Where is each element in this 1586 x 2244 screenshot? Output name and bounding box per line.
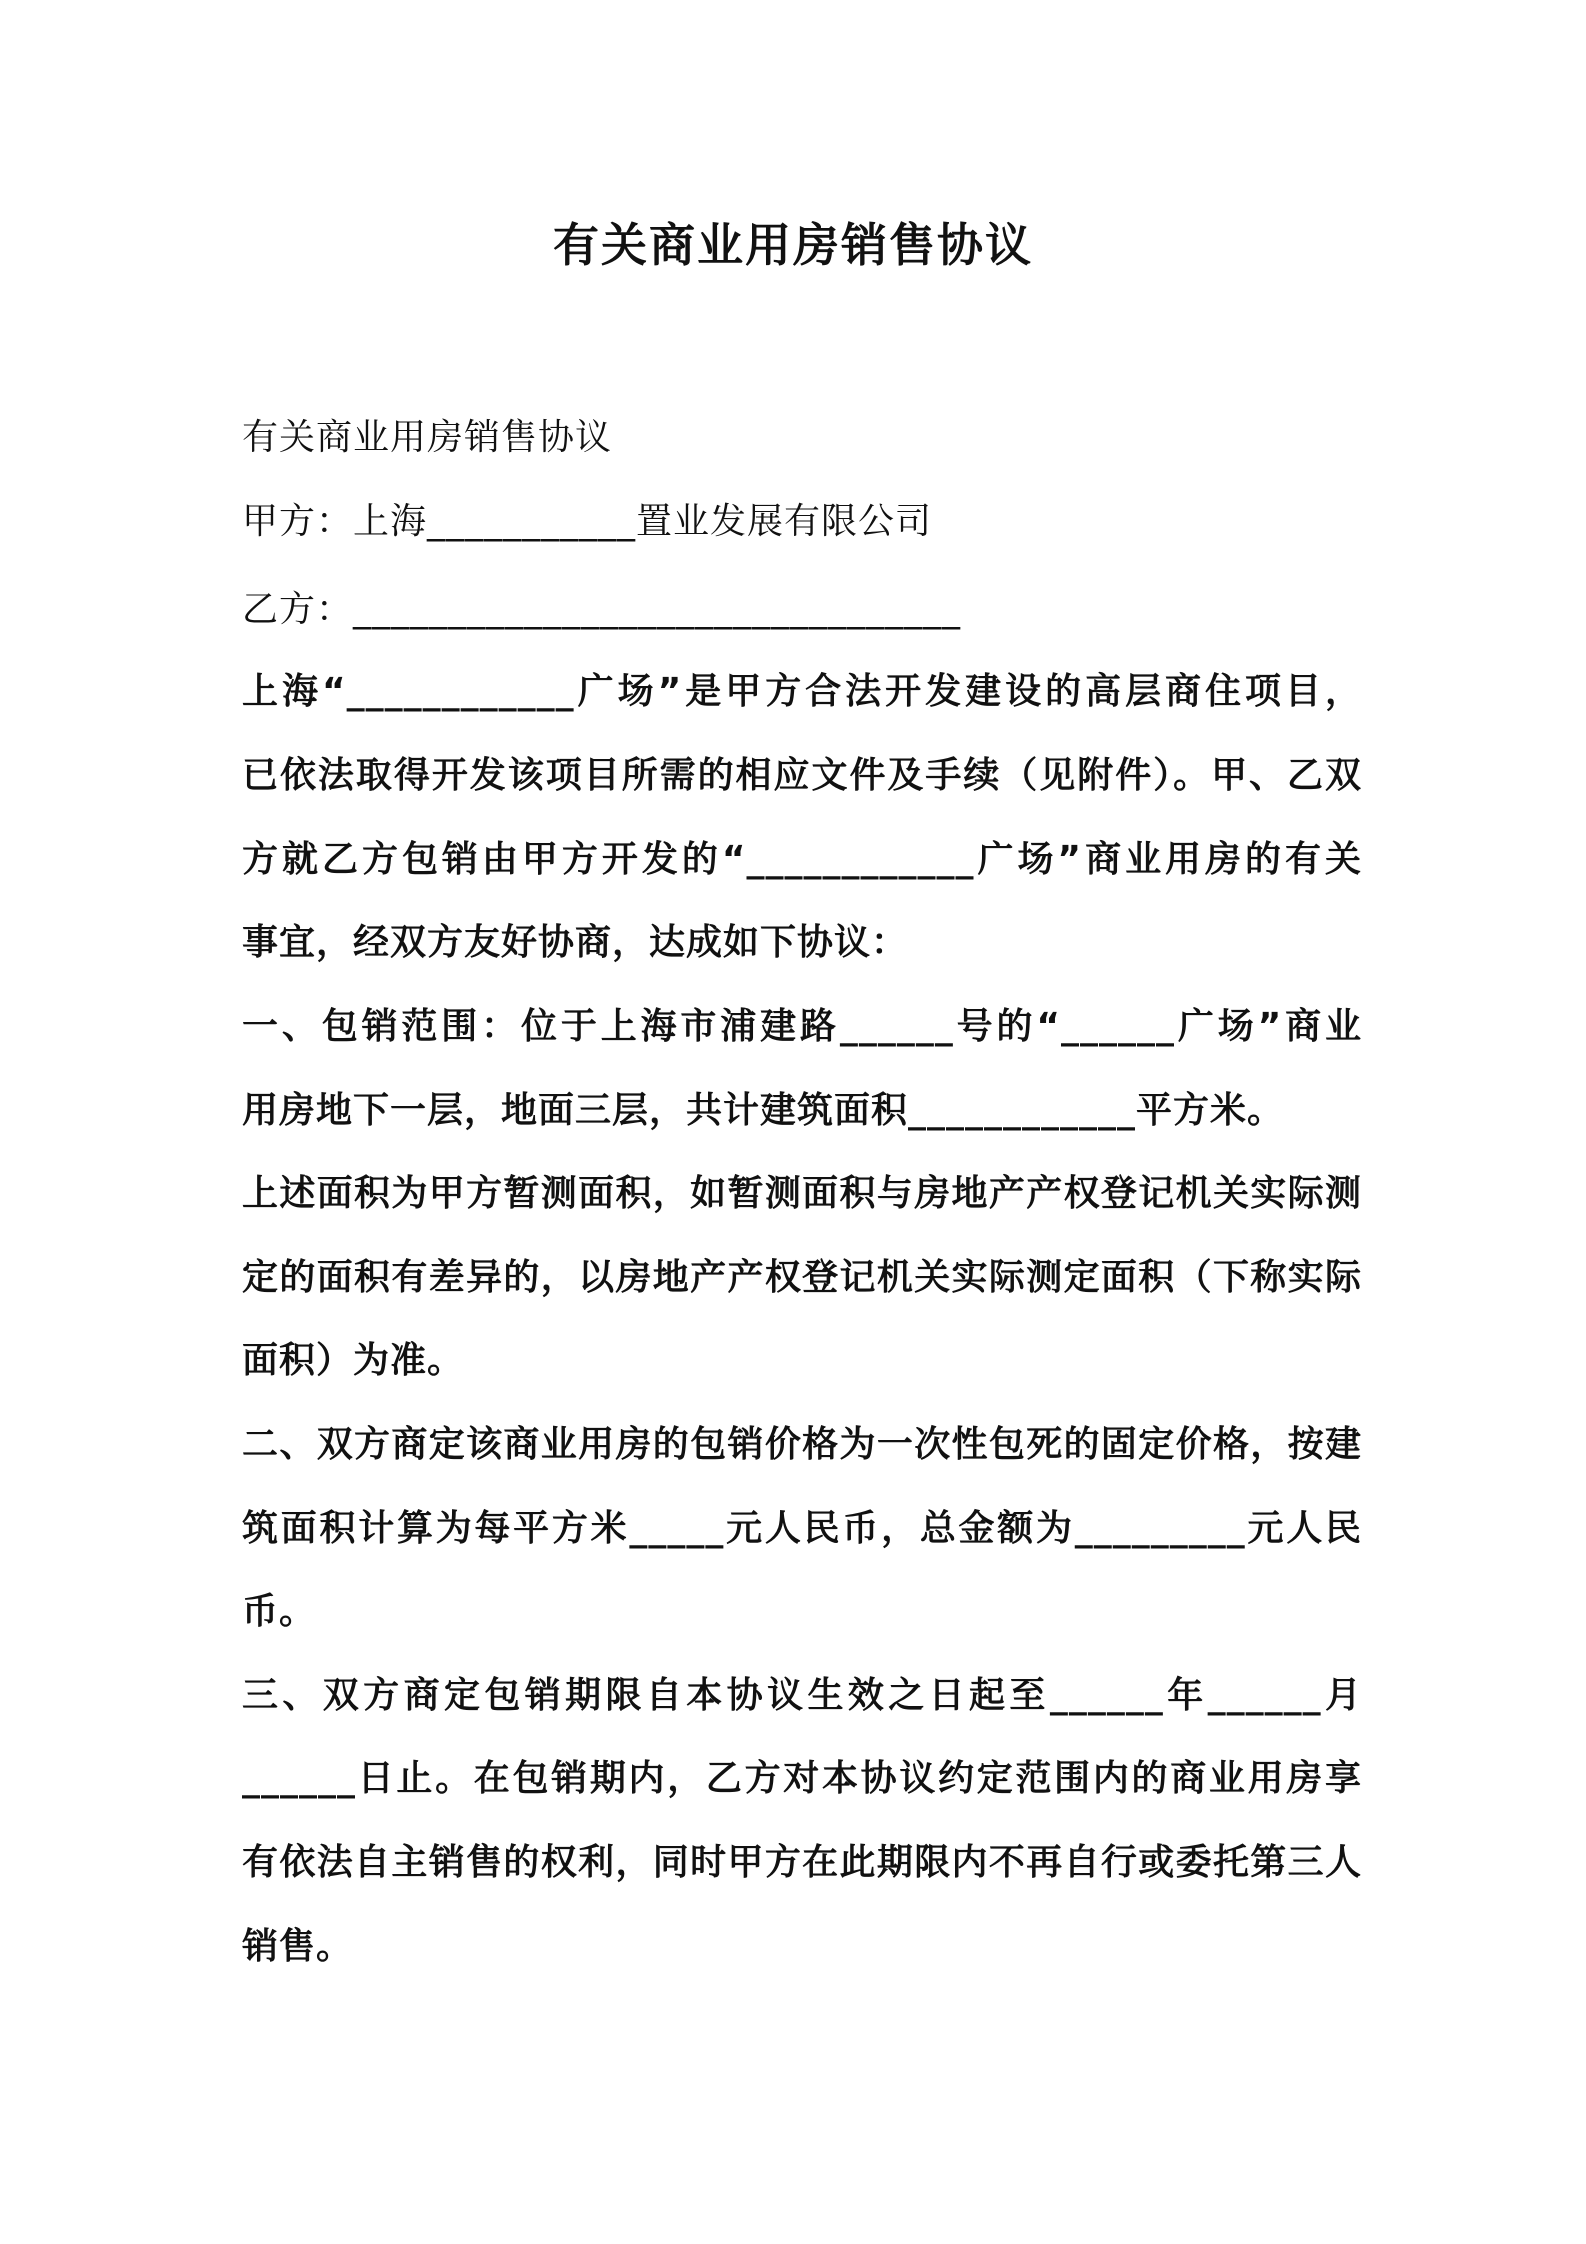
clause-2-line: 筑面积计算为每平方米_____元人民币，总金额为_________元人民 — [242, 1508, 1362, 1549]
party-a-line: 甲方：上海___________置业发展有限公司 — [242, 501, 933, 542]
paragraph-line: 上海“____________广场”是甲方合法开发建设的高层商住项目， — [242, 671, 1362, 712]
clause-3-line: 销售。 — [242, 1926, 354, 1967]
clause-3-line: ______日止。在包销期内，乙方对本协议约定范围内的商业用房享 — [242, 1758, 1362, 1799]
paragraph-line: 方就乙方包销由甲方开发的“____________广场”商业用房的有关 — [242, 839, 1362, 880]
party-b-line: 乙方：________________________________ — [242, 589, 962, 630]
paragraph-line: 事宜，经双方友好协商，达成如下协议： — [242, 922, 909, 963]
document-subtitle: 有关商业用房销售协议 — [242, 417, 613, 458]
clause-1-line: 用房地下一层，地面三层，共计建筑面积____________平方米。 — [242, 1090, 1285, 1131]
clause-3-line: 三、双方商定包销期限自本协议生效之日起至______年______月 — [242, 1675, 1362, 1716]
clause-1-line: 一、包销范围：位于上海市浦建路______号的“______广场”商业 — [242, 1006, 1362, 1047]
clause-1-line: 上述面积为甲方暂测面积，如暂测面积与房地产产权登记机关实际测 — [242, 1173, 1362, 1214]
clause-2-line: 二、双方商定该商业用房的包销价格为一次性包死的固定价格，按建 — [242, 1424, 1362, 1465]
clause-1-line: 面积）为准。 — [242, 1340, 465, 1381]
document-title: 有关商业用房销售协议 — [553, 218, 1033, 272]
paragraph-line: 已依法取得开发该项目所需的相应文件及手续（见附件）。甲、乙双 — [242, 755, 1362, 796]
clause-1-line: 定的面积有差异的，以房地产产权登记机关实际测定面积（下称实际 — [242, 1257, 1362, 1298]
clause-3-line: 有依法自主销售的权利，同时甲方在此期限内不再自行或委托第三人 — [242, 1842, 1362, 1883]
clause-2-line: 币。 — [242, 1591, 317, 1632]
